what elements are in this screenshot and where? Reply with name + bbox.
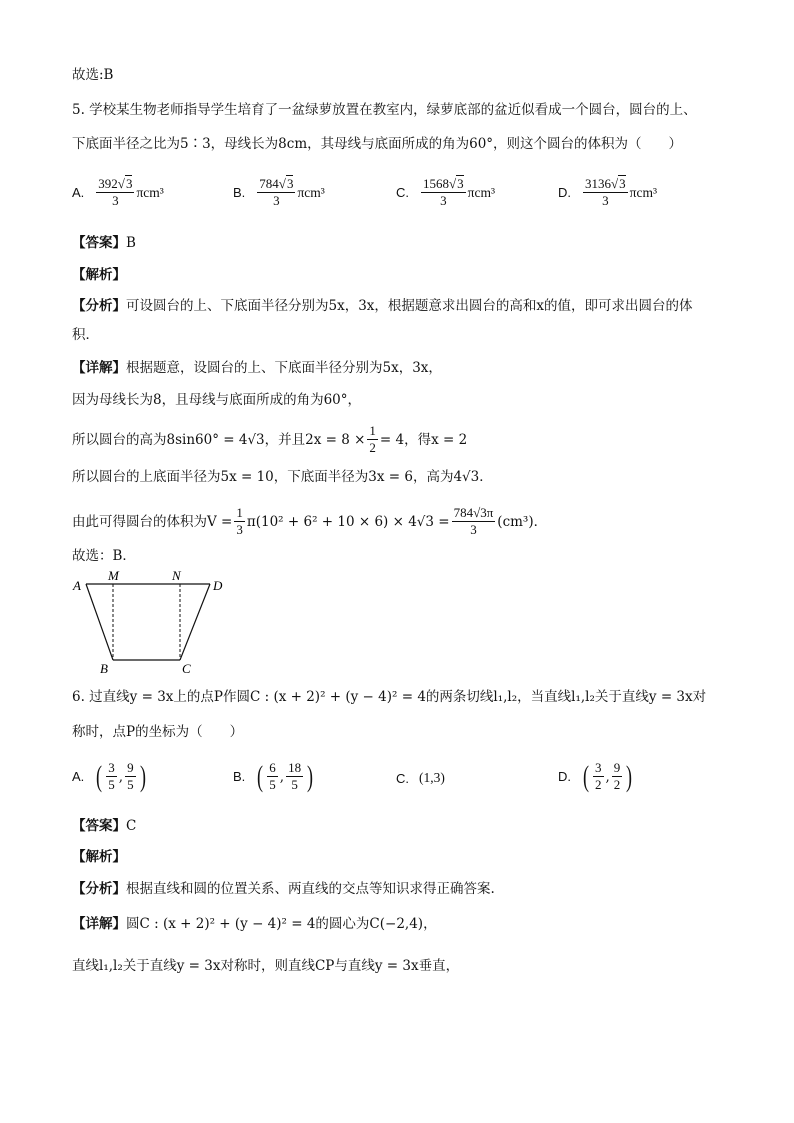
q5-option-d [558,176,657,209]
answer-value: C [126,818,137,834]
option-text: (1,3) [419,770,445,785]
xiangjie-tag: 【详解】 [72,360,126,376]
frac-den: 3 [236,522,243,537]
frac-num: 9 [127,760,134,775]
q5-xiangjie-line4: 所以圆台的上底面半径为5x = 10，下底面半径为3x = 6，高为4√3． [72,469,493,485]
frac-rad: 3 [125,176,133,191]
option-unit: πcm³ [467,184,495,200]
frac-den: 5 [269,777,276,792]
frac-num: 3 [108,760,115,775]
fenxi-text: 根据直线和圆的位置关系、两直线的交点等知识求得正确答案. [126,881,495,897]
xiangjie-tag: 【详解】 [72,916,126,932]
answer-value: B [126,235,136,251]
frac-num: 392 [98,176,118,191]
right-paren: ) [626,759,633,793]
edge-ab [86,584,113,660]
option-fraction: $\frac{784√3}{3}$ [259,176,294,208]
frac-den: 2 [369,440,376,455]
frac-den: 3 [273,193,280,208]
xiangjie-text: 根据题意，设圆台的上、下底面半径分别为5x，3x， [126,360,442,376]
frac-num: 9 [613,760,621,775]
answer-tag: 【答案】 [72,818,126,834]
label-m: M [108,568,119,583]
xj5-text-a: 由此可得圆台的体积为V = [72,513,233,530]
right-paren: ) [139,759,146,793]
frac-num: 18 [288,760,302,775]
label-d: D [213,578,223,593]
q6-xiangjie-line2: 直线l₁,l₂关于直线y = 3x对称时，则直线CP与直线y = 3x垂直， [72,958,460,974]
fenxi-tag: 【分析】 [72,298,126,314]
option-label: A. [72,769,85,784]
label-b: B [100,661,108,676]
q5-xiangjie-line2: 因为母线长为8，且母线与底面所成的角为60°， [72,392,362,408]
option-fraction: $\frac{1568√3}{3}$ [423,176,464,208]
frac-den: 3 [112,193,119,208]
xj5-third-fraction [234,505,245,538]
q5-fenxi-line1 [72,297,693,315]
option-unit: πcm³ [136,184,164,200]
frac-den: 2 [613,777,621,792]
xj3-text-b: = 4，得x = 2 [379,431,468,448]
frac-num: 6 [269,760,276,775]
xj5-text-c: (cm³)． [497,513,548,530]
q6-answer [72,817,136,835]
q5-xiangjie-line3 [72,423,467,456]
q5-analysis-tag: 【解析】 [72,267,126,283]
q6-option-c [396,770,445,786]
xj5-result-fraction [452,505,496,538]
option-fraction: $\frac{392√3}{3}$ [98,176,133,208]
option-label: C. [396,770,409,786]
fenxi-tag: 【分析】 [72,881,126,897]
frac-num: 3136 [585,176,611,191]
label-c: C [182,661,191,676]
frac-den: 2 [595,777,602,792]
frac-den: 3 [470,522,477,537]
label-a: A [73,578,81,593]
q6-option-b: B. ( $\frac{6}{5}$ , $\frac{18}{5}$ ) [233,759,314,793]
frac-den: 3 [602,193,609,208]
frac-num: 784 [259,176,279,191]
q6-option-a: A. ( $\frac{3}{5}$ , $\frac{9}{5}$ ) [72,759,146,793]
option-label: D. [558,185,571,200]
option-label: C. [396,185,409,200]
q5-option-a [72,176,164,209]
prev-answer: 故选:B [72,67,114,83]
xiangjie-text: 圆C : (x + 2)² + (y − 4)² = 4的圆心为C(−2,4)， [126,916,437,932]
q6-option-d: D. ( $\frac{3}{2}$ , $\frac{9}{2}$ ) [558,759,633,793]
frac-num: 784√3π [453,505,494,520]
coord-y [612,760,623,793]
option-label: B. [233,769,246,784]
option-label: D. [558,769,571,784]
fenxi-text: 可设圆台的上、下底面半径分别为5x，3x，根据题意求出圆台的高和x的值，即可求出圆台的体 [126,298,693,314]
q5-option-c [396,176,495,209]
left-paren: ( [257,759,264,793]
q5-stem-line2: 下底面半径之比为5∶3，母线长为8cm，其母线与底面所成的角为60°，则这个圆台的体积为（ ） [72,136,683,152]
frac-num: 1 [369,423,376,438]
q6-stem-line1: 6. 过直线y = 3x上的点P作圆C : (x + 2)² + (y − 4)² = 4的两条切线l₁,l₂，当直线l₁,l₂关于直线y = 3x对 [72,689,707,705]
q5-fenxi-line2: 积． [72,327,99,343]
left-paren: ( [96,759,103,793]
frac-den: 5 [127,777,134,792]
option-label: B. [233,185,246,200]
option-label: A. [72,185,85,200]
frac-num: 1 [236,505,243,520]
q6-xiangjie-line1 [72,915,437,933]
coord-x [106,760,117,793]
xj5-text-b: π(10² + 6² + 10 × 6) × 4√3 = [246,513,450,530]
q5-answer [72,234,136,252]
trapezoid-figure [70,566,230,678]
coord-y [125,760,136,793]
q6-stem-line2: 称时，点P的坐标为（ ） [72,724,244,740]
frac-den: 3 [440,193,447,208]
q6-analysis-tag: 【解析】 [72,849,126,865]
coord-x [267,760,278,793]
frac-rad: 3 [457,176,464,191]
frac-rad: 3 [619,176,626,191]
option-unit: πcm³ [297,184,325,200]
coord-x [593,760,604,793]
q5-xiangjie-line5 [72,505,547,538]
q5-option-b [233,176,325,209]
edge-cd [180,584,210,660]
q5-xiangjie-line1 [72,359,442,377]
frac-num: 3 [595,760,602,775]
frac-num: 1568 [423,176,449,191]
right-paren: ) [307,759,314,793]
q5-conclusion: 故选：B． [72,548,136,564]
q5-stem-line1: 5. 学校某生物老师指导学生培育了一盆绿萝放置在教室内，绿萝底部的盆近似看成一个圆台，圆台的上、 [72,102,697,118]
xj3-text-a: 所以圆台的高为8sin60° = 4√3，并且2x = 8 × [72,431,366,448]
left-paren: ( [583,759,589,793]
label-n: N [172,568,181,583]
coord-y [286,760,303,793]
frac-den: 5 [108,777,115,792]
option-fraction: $\frac{3136√3}{3}$ [585,176,626,208]
xj3-half-fraction [367,423,378,456]
answer-tag: 【答案】 [72,235,126,251]
frac-den: 5 [291,777,298,792]
option-unit: πcm³ [629,184,657,200]
frac-rad: 3 [286,176,294,191]
q6-fenxi [72,880,495,898]
